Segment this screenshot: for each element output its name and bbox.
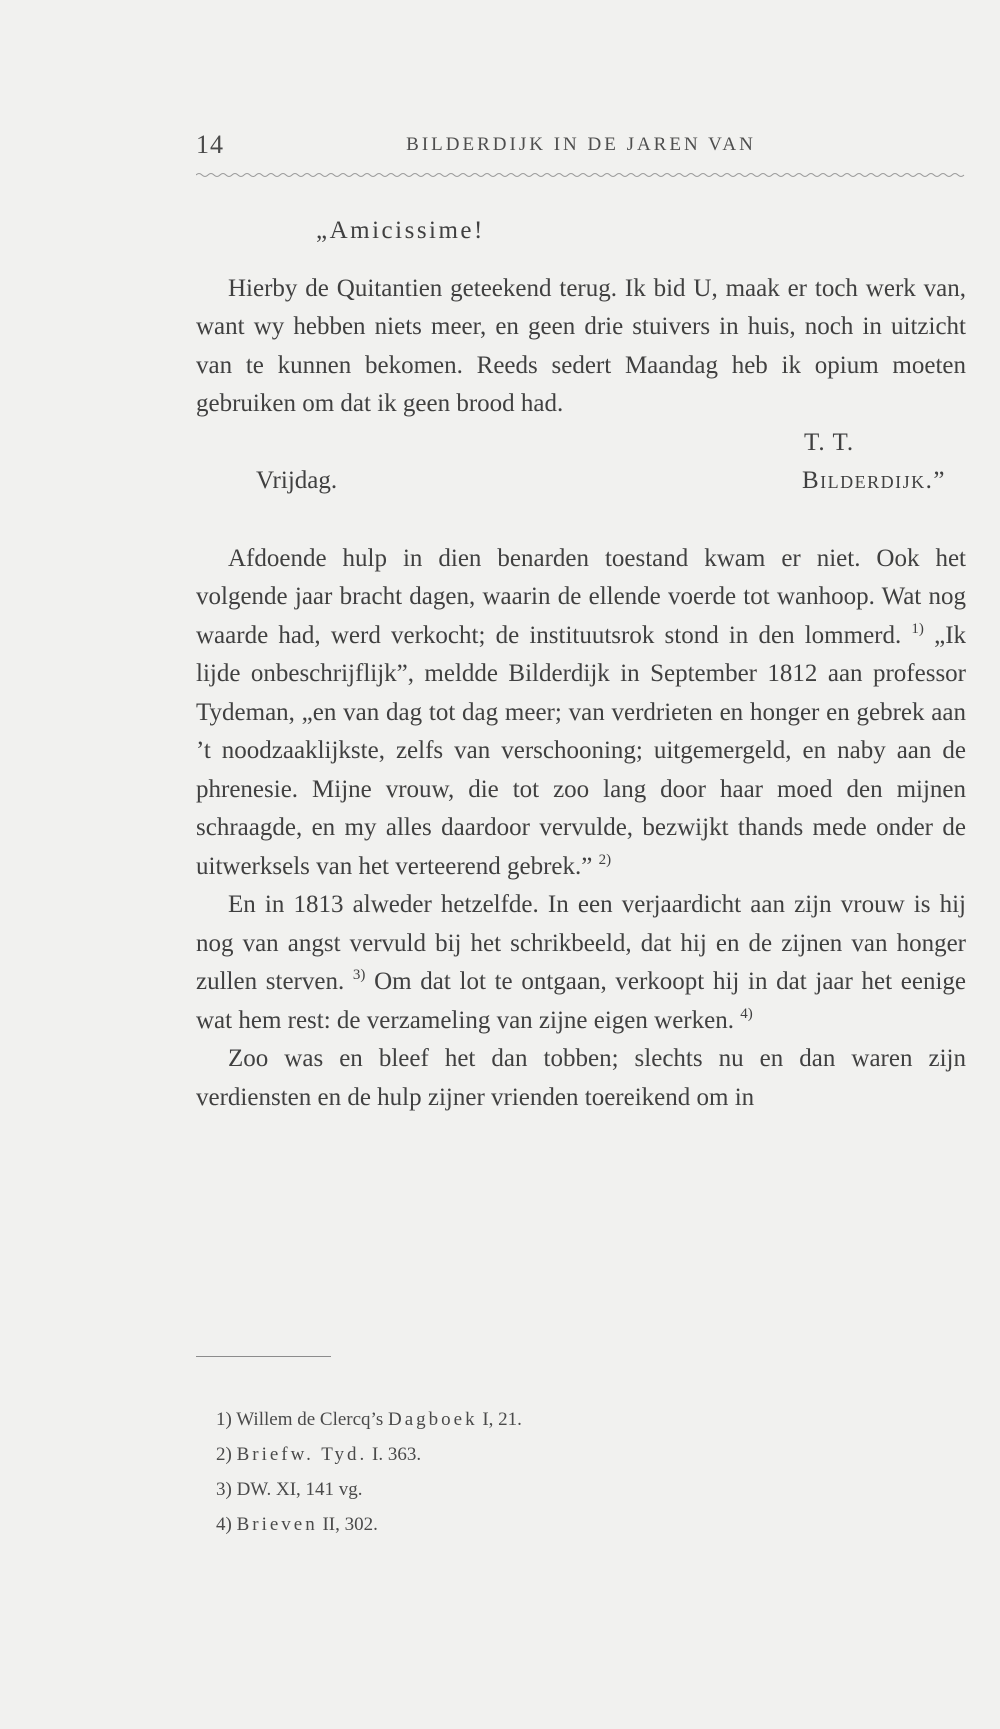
footnote-title: Dagboek bbox=[387, 1409, 478, 1430]
paragraph-1-text-b: „Ik lijde onbeschrijflijk”, meldde Bilderdijk in September 1812 aan professor Tydeman, „en van dag tot dag meer; van verdrieten en honger en gebrek aan ’t noodzaaklijkste, zelfs van verschooning; uitgemergeld, en naby aan de phrenesie. Mijne vrouw, die tot zoo lang door haar moed den mijnen schraagde, en my alles daardoor vervulde, bezwijkt thands mede onder de uitwerksels van het verteerend gebrek.” bbox=[196, 621, 967, 880]
footnotes bbox=[216, 1402, 936, 1542]
footnote-ref: II, 302. bbox=[322, 1514, 378, 1535]
footnote-item bbox=[216, 1437, 936, 1472]
main-text bbox=[196, 212, 966, 1117]
letter-signature-row bbox=[196, 462, 966, 501]
footnote-item bbox=[216, 1507, 936, 1542]
header-wavy-rule bbox=[196, 172, 966, 178]
paragraph-2-text-b: Om dat lot te ontgaan, verkoopt hij in dat jaar het eenige wat hem rest: de verzameling van zijne eigen werken. bbox=[196, 968, 966, 1034]
letter-salutation: „Amicissime! bbox=[316, 217, 485, 244]
footnote-ref: I. 363. bbox=[372, 1444, 422, 1465]
footnote-ref: I, 21. bbox=[482, 1409, 522, 1430]
letter-body: Hierby de Quitantien geteekend terug. Ik bid U, maak er toch werk van, want wy hebben niets meer, en geen drie stuivers in huis, noch in uitzicht van te kunnen bekomen. Reeds sedert Maandag heb ik opium moeten gebruiken om dat ik geen brood had. bbox=[196, 274, 966, 417]
footnote-number: 1) bbox=[216, 1409, 232, 1430]
footnote-item bbox=[216, 1472, 936, 1507]
footnote-title: Brieven bbox=[236, 1514, 318, 1535]
letter-signature: Bilderdijk.” bbox=[801, 467, 946, 494]
footnote-ref-1: 1) bbox=[911, 620, 924, 637]
footnote-source: DW. bbox=[236, 1479, 272, 1500]
paragraph-2-text-a: En in 1813 alweder hetzelfde. In een verjaardicht aan zijn vrouw is hij nog van angst vervuld bij het schrikbeeld, dat hij en de zijnen van honger zullen sterven. bbox=[196, 891, 966, 995]
paragraph-1 bbox=[196, 540, 966, 887]
page-header bbox=[196, 130, 966, 164]
paragraph-3: Zoo was en bleef het dan tobben; slechts nu en dan waren zijn verdiensten en de hulp zijner vrienden toereikend om in bbox=[196, 1045, 966, 1111]
footnote-title: Briefw. Tyd. bbox=[236, 1444, 368, 1465]
letter-day: Vrijdag. bbox=[256, 467, 338, 494]
footnote-item bbox=[216, 1402, 936, 1437]
footnote-number: 3) bbox=[216, 1479, 232, 1500]
page-number: 14 bbox=[196, 130, 224, 159]
paragraph-1-text-a: Afdoende hulp in dien benarden toestand kwam er niet. Ook het volgende jaar bracht dagen, waarin de ellende voerde tot wanhoop. Wat nog waarde had, werd verkocht; de instituutsrok stond in den lommerd. bbox=[196, 544, 966, 649]
footnote-ref-3: 3) bbox=[352, 967, 366, 983]
letter-closing: T. T. bbox=[804, 428, 855, 456]
footnote-ref: XI, 141 vg. bbox=[276, 1479, 363, 1500]
footnote-ref-2: 2) bbox=[598, 851, 612, 868]
letter-closing-line bbox=[196, 424, 966, 463]
paragraph-gap bbox=[196, 501, 966, 540]
footnote-ref-4: 4) bbox=[740, 1005, 753, 1022]
running-head: BILDERDIJK IN DE JAREN VAN bbox=[406, 134, 756, 155]
paragraph-2 bbox=[196, 886, 966, 1040]
footnote-rule bbox=[196, 1356, 331, 1357]
footnote-number: 4) bbox=[216, 1514, 232, 1535]
footnote-number: 2) bbox=[216, 1444, 232, 1465]
footnote-source: Willem de Clercq’s bbox=[236, 1409, 384, 1430]
